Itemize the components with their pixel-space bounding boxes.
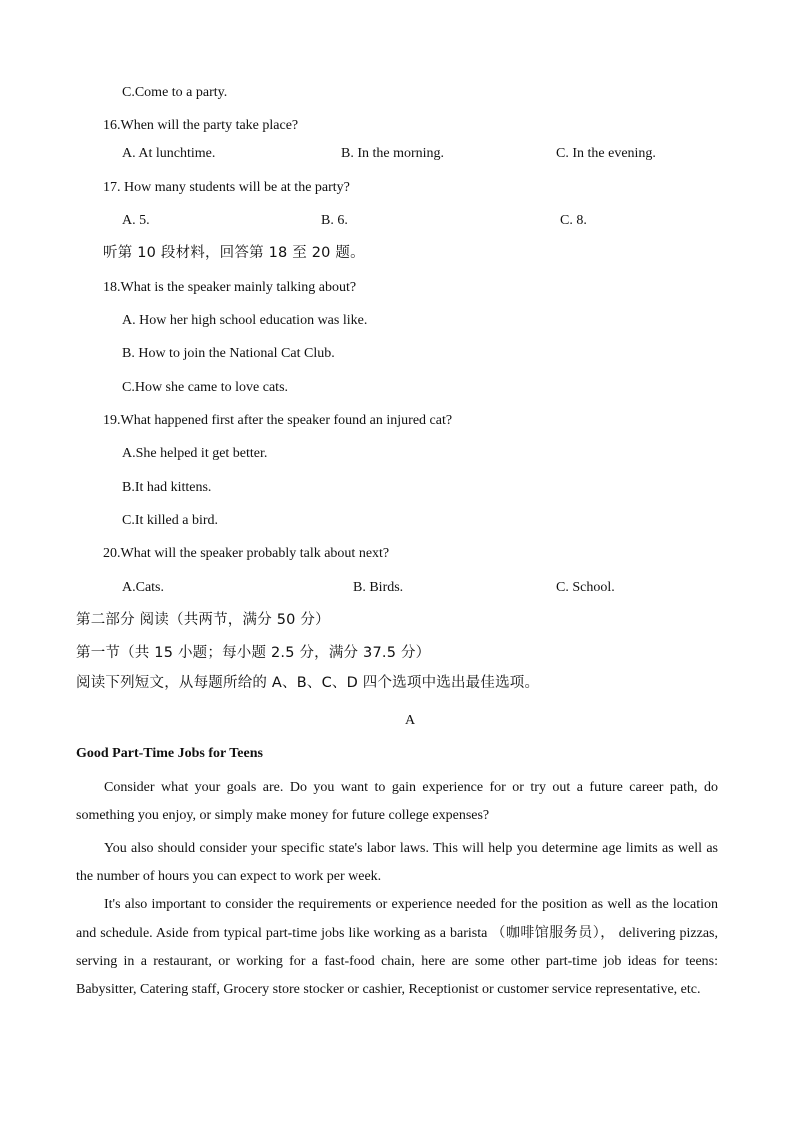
q16-question: 16.When will the party take place?: [103, 118, 299, 133]
q16-option-c: C. In the evening.: [556, 146, 656, 161]
q16-option-a: A. At lunchtime.: [122, 146, 216, 161]
q19-option-c: C.It killed a bird.: [122, 513, 219, 528]
q18-question: 18.What is the speaker mainly talking about?: [103, 280, 357, 295]
q17-question: 17. How many students will be at the party?: [103, 180, 350, 195]
q17-option-b: B. 6.: [321, 213, 348, 228]
q17-option-a: A. 5.: [122, 213, 150, 228]
q17-option-c: C. 8.: [560, 213, 587, 228]
passage-paragraph-3: [76, 891, 718, 1004]
q18-option-c: C.How she came to love cats.: [122, 380, 289, 395]
paragraph-3-text-b: delivering pizzas, serving in a restaurant, or working for a fast-food chain, here are some other part-time job ideas for teens: Babysitter, Catering staff, Grocery store stocker or cashier, Receptionist or customer service representative, etc.: [76, 926, 719, 997]
q20-option-b: B. Birds.: [353, 580, 404, 595]
q16-option-b: B. In the morning.: [341, 146, 445, 161]
passage-paragraph-2: You also should consider your specific state's labor laws. This will help you determine age limits as well as the number of hours you can expect to work per week.: [76, 841, 718, 884]
q20-option-c: C. School.: [556, 580, 615, 595]
listening-instruction: 听第 10 段材料，回答第 18 至 20 题。: [103, 245, 365, 261]
q19-option-b: B.It had kittens.: [122, 480, 212, 495]
q16-options: [0, 145, 794, 163]
q15-option-c: C.Come to a party.: [122, 85, 228, 100]
reading-instruction: 阅读下列短文，从每题所给的 A、B、C、D 四个选项中选出最佳选项。: [76, 675, 540, 691]
paragraph-3-text-a: It's also important to consider the requirements or experience needed for the position as well as the location and schedule. Aside from typical part-time jobs like working as a barista: [76, 897, 718, 941]
q20-options: [0, 579, 794, 597]
part2-heading: 第二部分 阅读（共两节，满分 50 分）: [76, 612, 330, 628]
passage-title: Good Part-Time Jobs for Teens: [76, 746, 263, 761]
passage-letter: A: [404, 713, 416, 728]
paragraph-3-chinese-gloss: （咖啡馆服务员），: [491, 925, 615, 941]
q19-option-a: A.She helped it get better.: [122, 446, 268, 461]
passage-paragraph-1: Consider what your goals are. Do you want to gain experience for or try out a future career path, do something you enjoy, or simply make money for future college expenses?: [76, 780, 718, 823]
q18-option-b: B. How to join the National Cat Club.: [122, 346, 335, 361]
q20-question: 20.What will the speaker probably talk about next?: [103, 546, 390, 561]
section1-heading: 第一节（共 15 小题；每小题 2.5 分，满分 37.5 分）: [76, 645, 431, 661]
q20-option-a: A.Cats.: [122, 580, 164, 595]
q19-question: 19.What happened first after the speaker found an injured cat?: [103, 413, 453, 428]
q18-option-a: A. How her high school education was like.: [122, 313, 368, 328]
q17-options: [0, 212, 794, 230]
